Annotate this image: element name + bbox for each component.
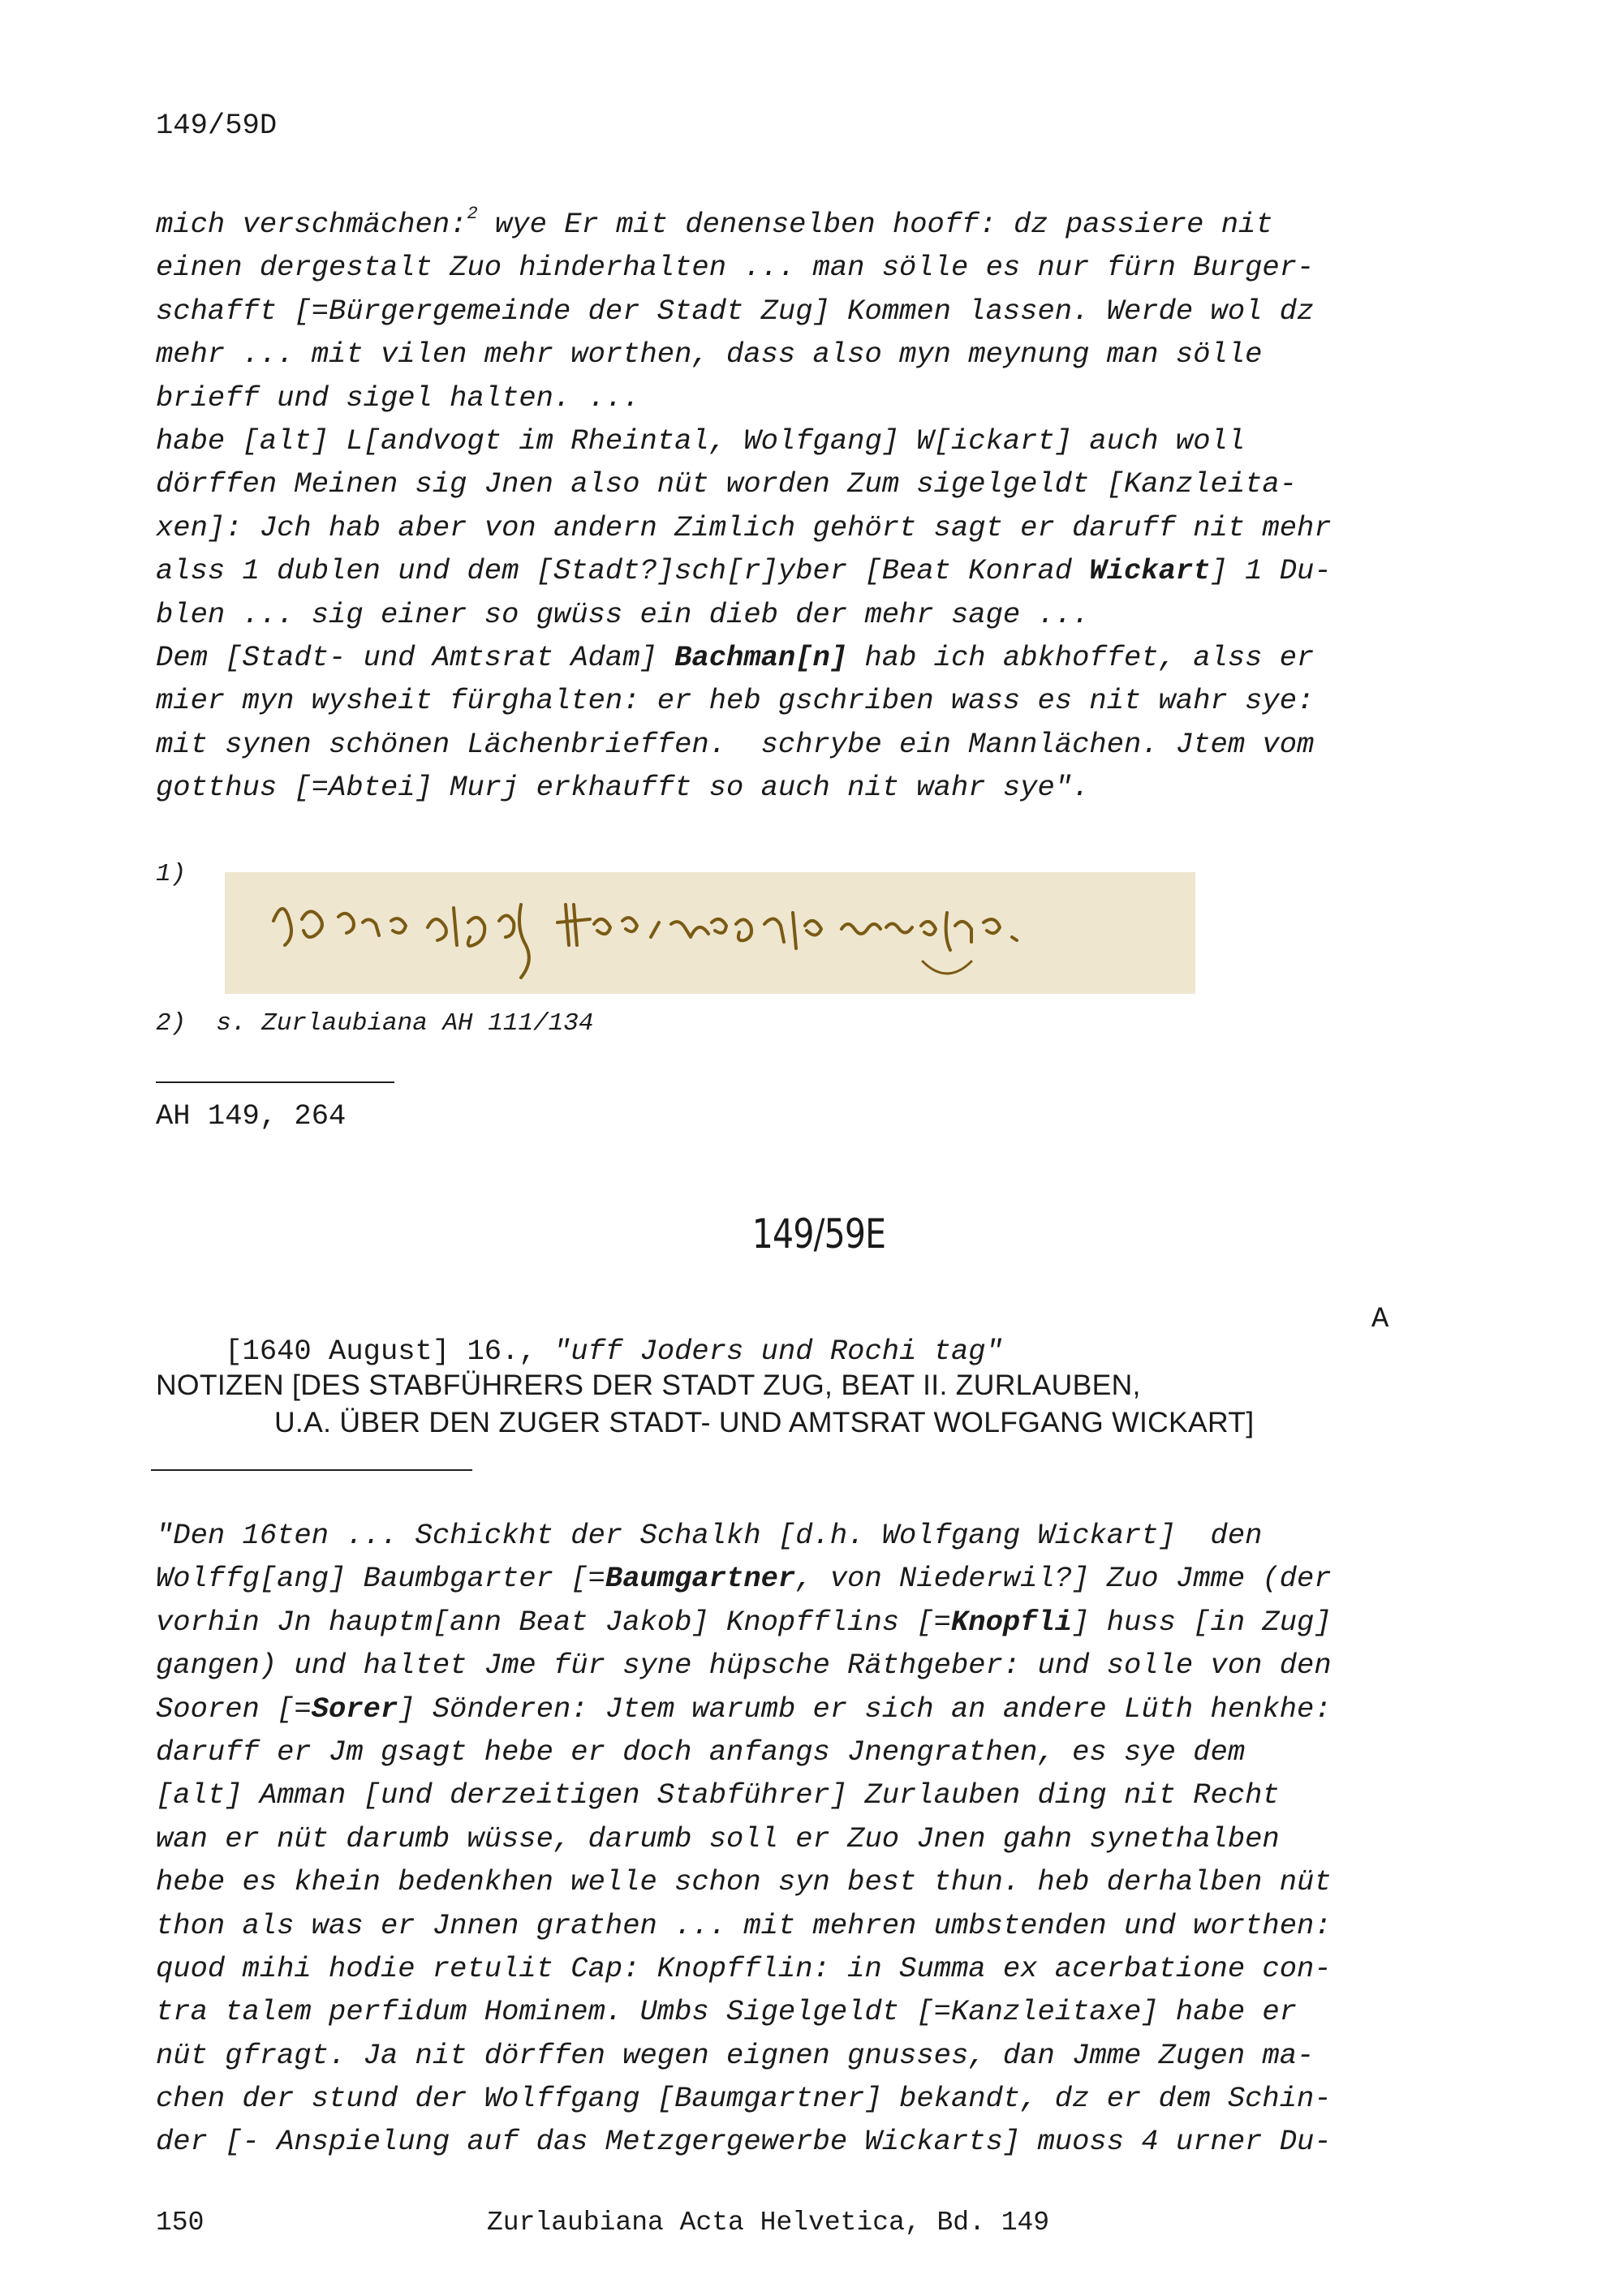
text-line [156, 333, 1406, 376]
source-divider [156, 1081, 394, 1083]
text-line [156, 246, 1406, 289]
text-line [156, 679, 1406, 722]
text-run: ] 1 Du- [1210, 554, 1332, 588]
text-run: gotthus [=Abtei] Murj erkhaufft so auch nit wahr sye". [156, 771, 1090, 805]
text-run: vorhin Jn hauptm[ann Beat Jakob] Knopfflins [= [156, 1605, 951, 1639]
text-run: dörffen Meinen sig Jnen also nüt worden Zum sigelgeldt [Kanzleita- [156, 467, 1298, 501]
text-line [156, 549, 1406, 592]
text-run: "Den 16ten ... Schickht der Schalkh [d.h. Wolfgang Wickart] den [156, 1519, 1263, 1552]
text-run: schafft [=Bürgergemeinde der Stadt Zug] Kommen lassen. Werde wol dz [156, 294, 1315, 328]
text-line [156, 1601, 1406, 1644]
text-run: thon als was er Jnnen grathen ... mit mehren umbstenden und worthen: [156, 1908, 1332, 1942]
handwriting-excerpt-image [225, 872, 1195, 994]
bold-name: Knopfli [950, 1605, 1073, 1639]
text-line [156, 290, 1406, 333]
text-run: [alt] Amman [und derzeitigen Stabführer] Zurlauben ding nit Recht [156, 1778, 1280, 1812]
entry-d-text [156, 203, 1406, 809]
text-line [156, 419, 1406, 462]
text-line [156, 723, 1406, 766]
text-run: wye Er mit denenselben hooff: dz passiere nit [477, 208, 1273, 241]
footnote-marker: 2 [467, 204, 478, 225]
page-reference: 149/59D [156, 109, 278, 142]
text-line [156, 506, 1406, 549]
text-run: gangen) und haltet Jme für syne hüpsche Räthgeber: und solle von den [156, 1649, 1332, 1683]
text-run: nüt gfragt. Ja nit dörffen wegen eignen gnusses, dan Jmme Zugen ma- [156, 2038, 1315, 2072]
text-line [156, 203, 1406, 246]
text-line [156, 2077, 1406, 2120]
text-line [156, 1774, 1406, 1817]
text-run: mit synen schönen Lächenbrieffen. schrybe ein Mannlächen. Jtem vom [156, 727, 1315, 761]
text-line [156, 1860, 1406, 1903]
entry-heading [156, 1366, 1422, 1441]
entry-heading-line-2: U.A. ÜBER DEN ZUGER STADT- UND AMTSRAT WOLFGANG WICKART] [274, 1406, 1255, 1438]
text-run: mier myn wysheit fürghalten: er heb gschriben wass es nit wahr sye: [156, 684, 1315, 718]
text-run: xen]: Jch hab aber von andern Zimlich gehört sagt er daruff nit mehr [156, 510, 1332, 544]
text-line [156, 1644, 1406, 1687]
text-line [156, 593, 1406, 636]
entry-date-plain: [1640 August] 16., [225, 1335, 553, 1368]
footer-publication: Zurlaubiana Acta Helvetica, Bd. 149 [487, 2208, 1050, 2238]
text-line [156, 1557, 1406, 1600]
handwriting-icon [225, 872, 1195, 994]
bold-name: Sorer [311, 1692, 398, 1726]
text-line [156, 1817, 1406, 1860]
text-run: hebe es khein bedenkhen welle schon syn best thun. heb derhalben nüt [156, 1865, 1332, 1899]
text-run: tra talem perfidum Hominem. Umbs Sigelgeldt [=Kanzleitaxe] habe er [156, 1995, 1298, 2029]
text-line [156, 1514, 1406, 1557]
text-run: ] huss [in Zug] [1072, 1605, 1332, 1639]
footnote-1-label: 1) [156, 860, 187, 888]
text-line [156, 636, 1406, 679]
text-run: mehr ... mit vilen mehr worthen, dass also myn meynung man sölle [156, 338, 1263, 372]
text-line [156, 1731, 1406, 1774]
entry-date-feast: "uff Joders und Rochi tag" [553, 1335, 1003, 1368]
text-line [156, 1947, 1406, 1990]
text-run: daruff er Jm gsagt hebe er doch anfangs Jnengrathen, es sye dem [156, 1735, 1246, 1769]
text-run: habe [alt] L[andvogt im Rheintal, Wolfgang] W[ickart] auch woll [156, 424, 1246, 458]
text-run: brieff und sigel halten. ... [156, 381, 640, 415]
text-line [156, 2120, 1406, 2163]
heading-divider [151, 1469, 472, 1471]
text-run: , von Niederwil?] Zuo Jmme (der [795, 1562, 1332, 1596]
entry-title: 149/59E [751, 1210, 886, 1258]
footnote-2: 2) s. Zurlaubiana AH 111/134 [156, 1009, 594, 1038]
bold-name: Bachman[n] [674, 640, 848, 674]
text-run: mich verschmächen: [156, 208, 467, 241]
text-run: Dem [Stadt- und Amtsrat Adam] [156, 640, 675, 674]
text-line [156, 766, 1406, 809]
text-run: Sooren [= [156, 1692, 312, 1726]
entry-e-text [156, 1514, 1406, 2164]
text-run: alss 1 dublen und dem [Stadt?]sch[r]yber [Beat Konrad [156, 554, 1090, 588]
entry-letter: A [1371, 1302, 1389, 1335]
text-line [156, 1904, 1406, 1947]
text-run: der [- Anspielung auf das Metzgergewerbe Wickarts] muoss 4 urner Du- [156, 2125, 1332, 2159]
text-run: einen dergestalt Zuo hinderhalten ... man sölle es nur fürn Burger- [156, 251, 1315, 285]
text-line [156, 462, 1406, 505]
text-run: Wolffg[ang] Baumbgarter [= [156, 1562, 605, 1596]
text-run: hab ich abkhoffet, alss er [847, 640, 1315, 674]
source-reference: AH 149, 264 [156, 1099, 347, 1133]
text-run: blen ... sig einer so gwüss ein dieb der mehr sage ... [156, 597, 1090, 631]
text-run: quod mihi hodie retulit Cap: Knopfflin: in Summa ex acerbatione con- [156, 1951, 1332, 1985]
text-run: ] Sönderen: Jtem warumb er sich an andere Lüth henkhe: [398, 1692, 1332, 1726]
text-run: chen der stund der Wolffgang [Baumgartner] bekandt, dz er dem Schin- [156, 2082, 1332, 2116]
footer-page-number: 150 [156, 2208, 204, 2238]
entry-heading-line-1: NOTIZEN [DES STABFÜHRERS DER STADT ZUG, BEAT II. ZURLAUBEN, [156, 1369, 1141, 1401]
bold-name: Wickart [1089, 554, 1211, 588]
bold-name: Baumgartner [605, 1562, 796, 1596]
text-line [156, 1990, 1406, 2033]
text-line [156, 1688, 1406, 1731]
text-run: wan er nüt darumb wüsse, darumb soll er Zuo Jnen gahn synethalben [156, 1821, 1280, 1855]
text-line [156, 376, 1406, 419]
text-line [156, 2034, 1406, 2077]
